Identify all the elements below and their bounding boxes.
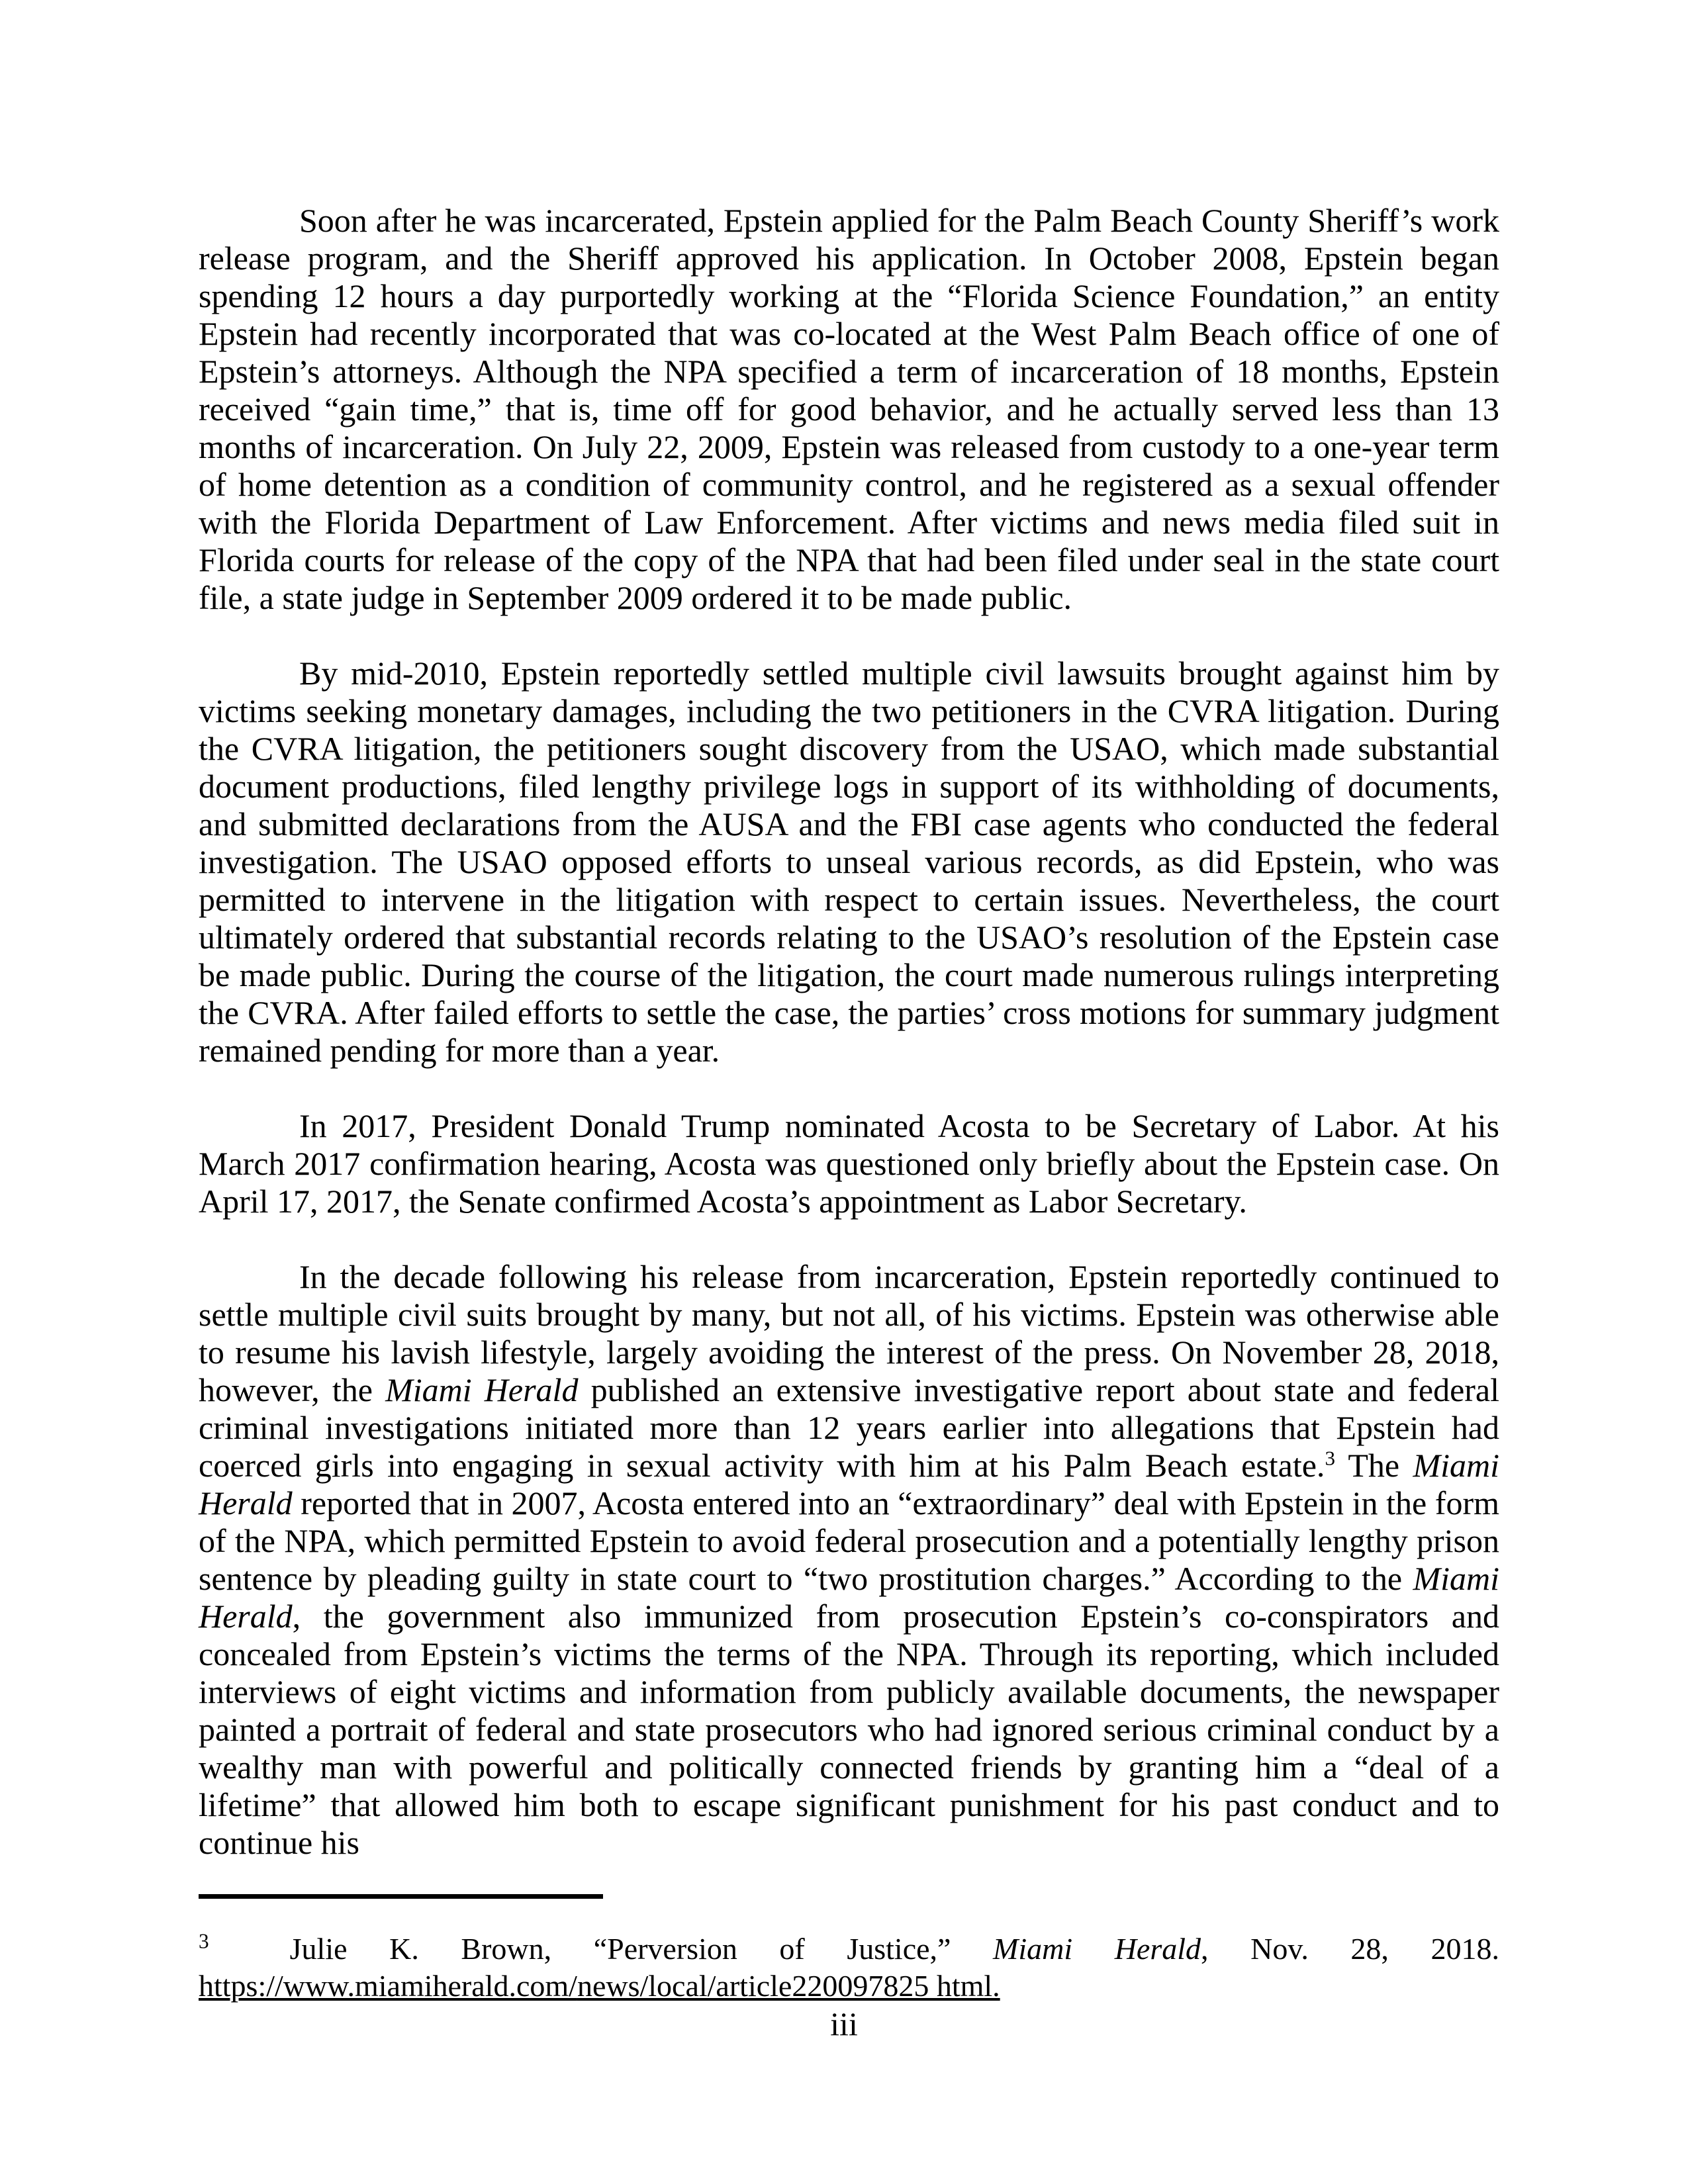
text-run: In 2017, President Donald Trump nominated Acosta to be Secretary of Labor. At his March 2017 confirmation hearing, Acosta was questioned only briefly about the Epstein case. On April 17, 2017, the Senate confirmed Acosta’s appointment as Labor Secretary. [199,1107,1499,1220]
page-number: iii [830,2005,858,2042]
footnote-area [199,1894,1499,2005]
footnote-3 [199,1931,1499,2005]
footnote-separator-rule [199,1894,603,1899]
italic-text: Miami Herald [199,1447,1499,1522]
text-run: The [1335,1447,1413,1484]
text-run: Julie K. Brown, “Perversion of Justice,” [289,1932,994,1966]
text-run: In the decade following his release from incarceration, Epstein reportedly continued to settle multiple civil suits brought by many, but not all, of his victims. Epstein was otherwise able to resume his lavish lifestyle, largely avoiding the interest of the press. On November 28, 2018, however, the [199,1258,1499,1408]
italic-text: Miami Herald [993,1932,1201,1966]
italic-text: Miami Herald [199,1560,1499,1635]
footnote-url-link[interactable]: news/local/article220097825 html. [577,1969,1000,2003]
document-body [199,202,1499,1862]
text-run: reported that in 2007, Acosta entered into an “extraordinary” deal with Epstein in the form of the NPA, which permitted Epstein to avoid federal prosecution and a potentially lengthy prison sentence by pleading guilty in state court to “two prostitution charges.” According to the [199,1484,1499,1597]
footnote-marker: 3 [199,1929,209,1953]
paragraph [199,202,1499,617]
italic-text: Miami Herald [385,1371,579,1408]
text-run: , Nov. 28, 2018. [1201,1932,1500,1966]
paragraph [199,1258,1499,1862]
text-run: Soon after he was incarcerated, Epstein applied for the Palm Beach County Sheriff’s work release program, and the Sheriff approved his application. In October 2008, Epstein began spending 12 hours a day purportedly working at the “Florida Science Foundation,” an entity Epstein had recently incorporated that was co-located at the West Palm Beach office of one of Epstein’s attorneys. Although the NPA specified a term of incarceration of 18 months, Epstein received “gain time,” that is, time off for good behavior, and he actually served less than 13 months of incarceration. On July 22, 2009, Epstein was released from custody to a one-year term of home detention as a condition of community control, and he registered as a sexual offender with the Florida Department of Law Enforcement. After victims and news media filed suit in Florida courts for release of the copy of the NPA that had been filed under seal in the state court file, a state judge in September 2009 ordered it to be made public. [199,202,1499,616]
footnote-url-link[interactable]: https://www.miamiherald.com/ [199,1969,577,2003]
text-run: published an extensive investigative report about state and federal criminal investigations initiated more than 12 years earlier into allegations that Epstein had coerced girls into engaging in sexual activity with him at his Palm Beach estate. [199,1371,1499,1484]
paragraph [199,655,1499,1069]
footnote-ref: 3 [1325,1446,1335,1470]
text-run: By mid-2010, Epstein reportedly settled multiple civil lawsuits brought against him by victims seeking monetary damages, including the two petitioners in the CVRA litigation. During the CVRA litigation, the petitioners sought discovery from the USAO, which made substantial document productions, filed lengthy privilege logs in support of its withholding of documents, and submitted declarations from the AUSA and the FBI case agents who conducted the federal investigation. The USAO opposed efforts to unseal various records, as did Epstein, who was permitted to intervene in the litigation with respect to certain issues. Nevertheless, the court ultimately ordered that substantial records relating to the USAO’s resolution of the Epstein case be made public. During the course of the litigation, the court made numerous rulings interpreting the CVRA. After failed efforts to settle the case, the parties’ cross motions for summary judgment remained pending for more than a year. [199,655,1499,1069]
text-run: , the government also immunized from prosecution Epstein’s co-conspirators and concealed from Epstein’s victims the terms of the NPA. Through its reporting, which included interviews of eight victims and information from publicly available documents, the newspaper painted a portrait of federal and state prosecutors who had ignored serious criminal conduct by a wealthy man with powerful and politically connected friends by granting him a “deal of a lifetime” that allowed him both to escape significant punishment for his past conduct and to continue his [199,1598,1499,1861]
footnote-text [199,1929,1500,2003]
paragraph [199,1107,1499,1220]
